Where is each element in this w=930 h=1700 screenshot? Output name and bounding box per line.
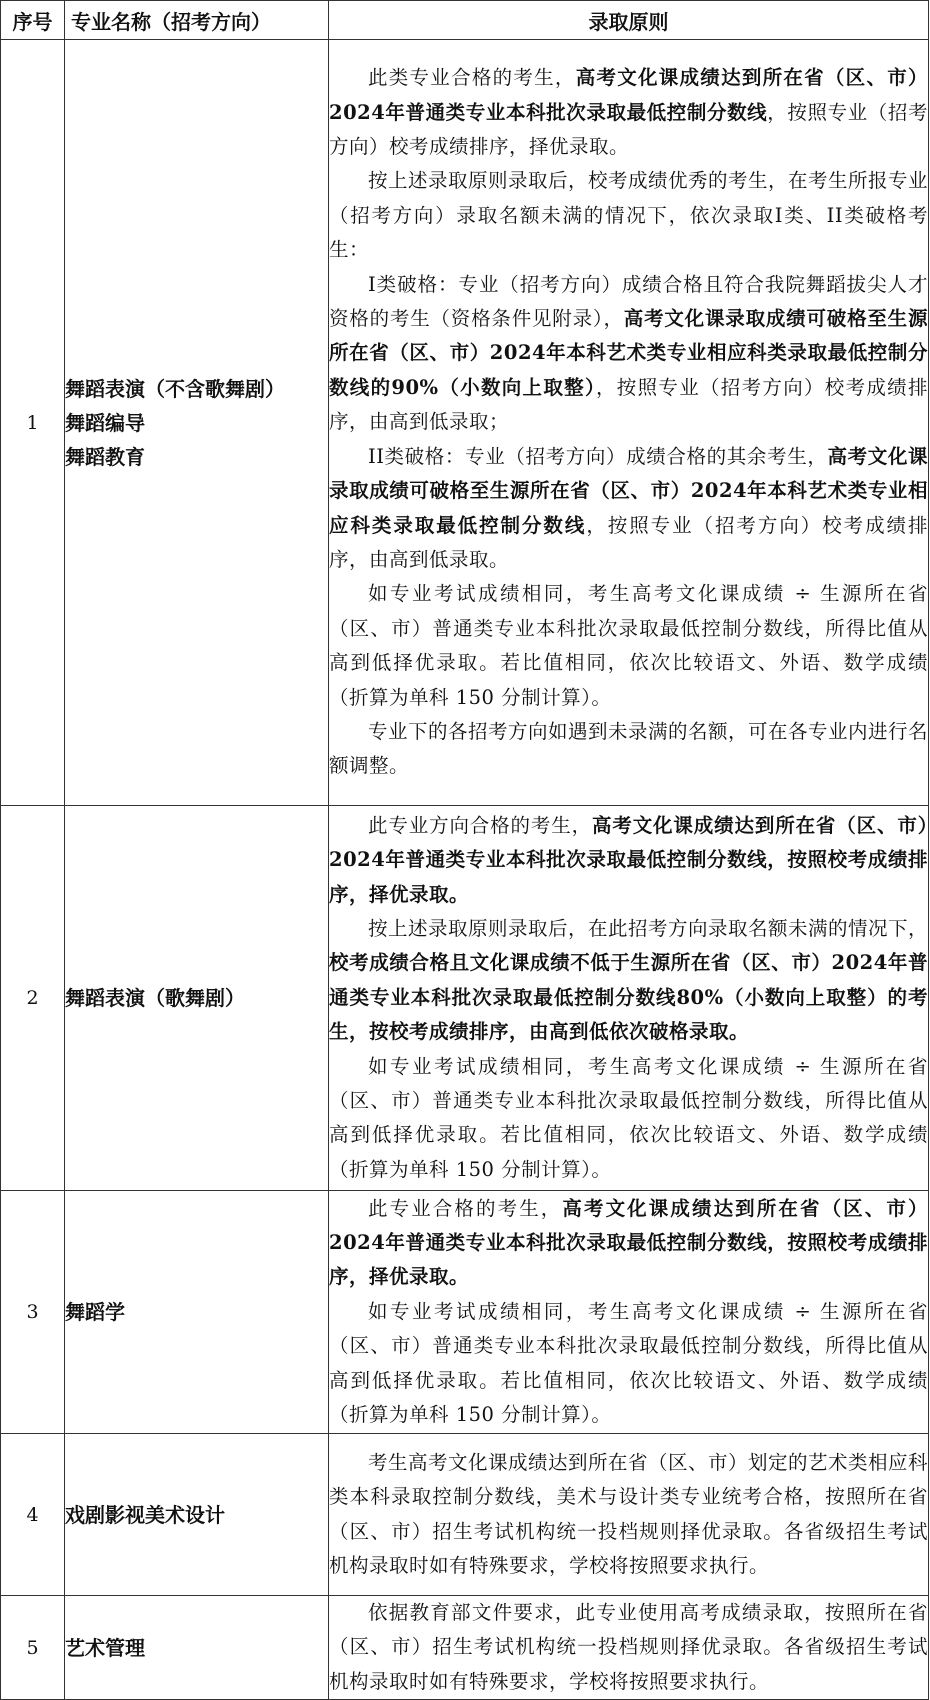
row-seq: 1	[1, 40, 65, 806]
header-seq: 序号	[1, 1, 65, 40]
row-admission-rule	[329, 806, 929, 1191]
rule-text: ，按照专业（招考方向）校考成绩排序，由高到低录取。	[329, 513, 928, 571]
table-row	[1, 40, 929, 806]
major-name-line: 舞蹈表演（歌舞剧）	[65, 986, 245, 1010]
row-admission-rule	[329, 1191, 929, 1434]
major-name-line: 戏剧影视美术设计	[65, 1502, 225, 1527]
row-major-name	[65, 1434, 329, 1596]
rule-text: 专业下的各招考方向如遇到未录满的名额，可在各专业内进行名额调整。	[329, 719, 929, 778]
rule-paragraph	[329, 1596, 928, 1699]
rule-text-bold: 校考成绩合格且文化课成绩不低于生源所在省（区、市）2024年普通类专业本科批次录取最低控制分数线80%（小数向上取整）的考生，按校考成绩排序，由高到低依次破格录取。	[329, 951, 928, 1044]
rule-text: ，按照专业（招考方向）校考成绩排序，由高到低录取；	[329, 375, 928, 434]
rule-text: 按上述录取原则录取后，校考成绩优秀的考生，在考生所报专业（招考方向）录取名额未满的情况下，依次录取Ⅰ类、II类破格考生：	[329, 169, 929, 262]
header-admission-rule: 录取原则	[329, 1, 929, 40]
row-major-name	[65, 1596, 329, 1700]
rule-text-bold: 高考文化课成绩达到所在省（区、市）2024年普通类专业本科批次录取最低控制分数线，按照校考成绩排序，择优录取。	[329, 813, 928, 906]
row-major-name	[65, 806, 329, 1191]
rule-text: 如专业考试成绩相同，考生高考文化课成绩 ÷ 生源所在省（区、市）普通类专业本科批次录取最低控制分数线，所得比值从高到低择优录取。若比值相同，依次比较语文、外语、数学成绩（折算为单科 150 分制计算）。	[329, 1299, 928, 1427]
rule-paragraph	[329, 715, 928, 784]
rule-paragraph	[329, 1050, 928, 1188]
table-row	[1, 806, 929, 1191]
row-admission-rule	[329, 1596, 929, 1700]
table-row	[1, 1191, 929, 1434]
row-seq: 3	[1, 1191, 65, 1434]
rule-paragraph	[329, 1446, 928, 1584]
rule-text-bold: 高考文化课录取成绩可破格至生源所在省（区、市）2024年本科艺术类专业相应科类录取最低控制分数线的90%（小数向上取整）	[329, 307, 928, 399]
rule-paragraph	[329, 61, 928, 164]
major-name-line: 舞蹈表演（不含歌舞剧）	[65, 376, 285, 401]
rule-text: Ⅰ类破格：专业（招考方向）成绩合格且符合我院舞蹈拔尖人才资格的考生（资格条件见附录），	[329, 272, 928, 331]
major-name-line: 舞蹈教育	[65, 444, 145, 469]
rule-text: ，按照专业（招考方向）校考成绩排序，择优录取。	[329, 100, 928, 159]
row-major-name	[65, 1191, 329, 1434]
rule-paragraph	[329, 1192, 928, 1295]
header-major-name: 专业名称（招考方向）	[65, 1, 329, 40]
rule-text: 依据教育部文件要求，此专业使用高考成绩录取，按照所在省（区、市）招生考试机构统一投档规则择优录取。各省级招生考试机构录取时如有特殊要求，学校将按照要求执行。	[329, 1601, 928, 1693]
rule-text: 此专业方向合格的考生，	[368, 813, 592, 837]
rule-text-bold: 高考文化课成绩达到所在省（区、市）2024年普通类专业本科批次录取最低控制分数线	[329, 66, 928, 124]
rule-paragraph	[329, 809, 928, 912]
rule-text: 如专业考试成绩相同，考生高考文化课成绩 ÷ 生源所在省（区、市）普通类专业本科批次录取最低控制分数线，所得比值从高到低择优录取。若比值相同，依次比较语文、外语、数学成绩（折算为单科 150 分制计算）。	[329, 1054, 928, 1181]
rule-paragraph	[329, 1295, 928, 1433]
rule-text: 按上述录取原则录取后，在此招考方向录取名额未满的情况下，	[368, 916, 929, 940]
rule-paragraph	[329, 440, 928, 578]
rule-text: 考生高考文化课成绩达到所在省（区、市）划定的艺术类相应科类本科录取控制分数线，美术与设计类专业统考合格，按照所在省（区、市）招生考试机构统一投档规则择优录取。各省级招生考试机构录取时如有特殊要求，学校将按照要求执行。	[329, 1450, 929, 1577]
major-name-line: 舞蹈编导	[65, 410, 145, 435]
row-admission-rule	[329, 1434, 929, 1596]
rule-paragraph	[329, 268, 928, 440]
rule-text: II类破格：专业（招考方向）成绩合格的其余考生，	[368, 444, 828, 468]
rule-paragraph	[329, 164, 928, 267]
rule-paragraph	[329, 577, 928, 715]
major-name-line: 舞蹈学	[65, 1300, 125, 1324]
rule-text-bold: 高考文化课成绩达到所在省（区、市）2024年普通类专业本科批次录取最低控制分数线，按照校考成绩排序，择优录取。	[329, 1196, 928, 1289]
row-seq: 5	[1, 1596, 65, 1700]
major-name-line: 艺术管理	[65, 1635, 145, 1660]
table-row	[1, 1596, 929, 1700]
rule-text: 此专业合格的考生，	[368, 1196, 563, 1220]
rule-text: 如专业考试成绩相同，考生高考文化课成绩 ÷ 生源所在省（区、市）普通类专业本科批次录取最低控制分数线，所得比值从高到低择优录取。若比值相同，依次比较语文、外语、数学成绩（折算为单科 150 分制计算）。	[329, 582, 928, 709]
table-body	[1, 40, 929, 1700]
row-seq: 2	[1, 806, 65, 1191]
row-seq: 4	[1, 1434, 65, 1596]
rule-text: 此类专业合格的考生，	[368, 66, 576, 90]
table-row	[1, 1434, 929, 1596]
row-admission-rule	[329, 40, 929, 806]
rule-text-bold: 高考文化课录取成绩可破格至生源所在省（区、市）2024年本科艺术类专业相应科类录取最低控制分数线	[329, 444, 928, 537]
rule-paragraph	[329, 912, 928, 1050]
row-major-name	[65, 40, 329, 806]
header-row	[1, 1, 929, 40]
